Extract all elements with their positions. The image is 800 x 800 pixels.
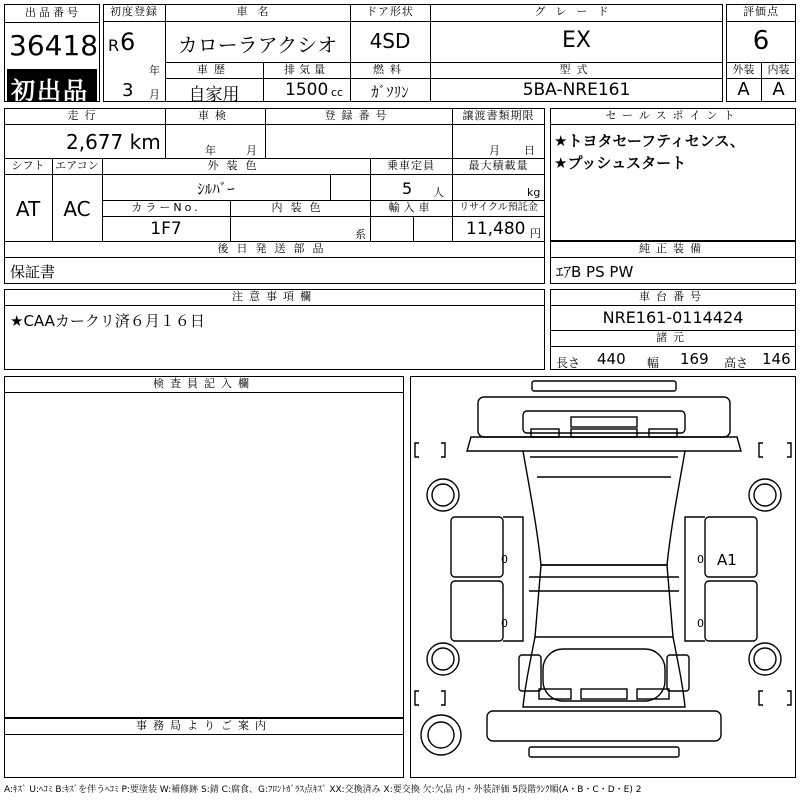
damage-mark: A1	[717, 551, 737, 569]
door-value: 4SD	[369, 29, 411, 53]
diagram-zero-left-1: 0	[501, 553, 508, 566]
mileage-value: 2,677 km	[66, 130, 161, 154]
max-load-header: 最大積載量	[468, 159, 529, 172]
options-header: 純正装備	[639, 242, 707, 255]
car-name-header: 車名	[236, 5, 279, 18]
inspection-header: 車検	[198, 109, 232, 122]
shift-header: シフト	[11, 159, 45, 172]
history-value: 自家用	[188, 85, 240, 105]
displacement-header: 排気量	[284, 63, 329, 76]
options-value: ｴｱB PS PW	[556, 263, 634, 281]
chassis-value: NRE161-0114424	[602, 308, 744, 327]
grade-value: EX	[562, 28, 591, 53]
interior-color-header: 内装色	[271, 201, 329, 214]
sales-points-header: セールスポイント	[605, 109, 741, 122]
sales-point-line-2: ★プッシュスタート	[554, 154, 687, 172]
plate-header: 登録番号	[324, 109, 393, 122]
registration-year-unit: 年	[149, 64, 160, 77]
sales-points-box	[550, 108, 796, 241]
import-header: 輸入車	[388, 201, 434, 214]
exterior-score-value: A	[737, 79, 750, 100]
car-diagram	[410, 376, 796, 778]
registration-header: 初度登録	[110, 5, 158, 18]
registration-month-unit: 月	[149, 88, 160, 101]
fuel-header: 燃料	[373, 63, 407, 76]
lot-number: 36418	[9, 29, 99, 62]
inspection-month-unit: 月	[246, 144, 257, 157]
notes-value: ★CAAカークリ済６月１６日	[10, 312, 205, 330]
registration-era: R	[108, 36, 120, 55]
max-load-unit: kg	[527, 186, 541, 199]
lot-box	[4, 4, 100, 102]
transfer-day-unit: 日	[524, 144, 535, 157]
model-code-value: 5BA-NRE161	[522, 80, 631, 100]
capacity-header: 乗車定員	[387, 159, 435, 172]
inspection-year-unit: 年	[205, 144, 216, 157]
spec-length-label: 長さ	[556, 356, 581, 370]
displacement-unit: cc	[331, 86, 344, 99]
interior-score-value: A	[772, 79, 785, 100]
office-header: 事務局よりご案内	[136, 719, 272, 732]
aircon-header: エアコン	[55, 159, 99, 172]
recycle-header: リサイクル預託金	[459, 202, 538, 213]
sales-point-line-1: ★トヨタセーフティセンス、	[554, 132, 745, 150]
exterior-color-header: 外装色	[207, 159, 265, 172]
first-listing-text: 初出品	[11, 77, 89, 102]
capacity-value: 5	[402, 179, 413, 198]
spec-length-value: 440	[597, 350, 626, 368]
spec-width-label: 幅	[647, 356, 660, 370]
notes-header: 注意事項欄	[232, 290, 317, 303]
transfer-month-unit: 月	[489, 144, 500, 157]
diagram-zero-left-2: 0	[501, 617, 508, 630]
registration-month: 3	[122, 80, 134, 101]
aircon-value: AC	[63, 197, 91, 221]
later-parts-header: 後日発送部品	[217, 242, 332, 255]
legend-text: A:ｷｽﾞ U:ﾍｺﾐ B:ｷｽﾞを伴うﾍｺﾐ P:要塗装 W:補修跡 S:錆 C:腐食、G:ﾌﾛﾝﾄｶﾞﾗｽ点ｷｽﾞ XX:交換済み X:要交換 欠:欠品 内・外装評価 5段階ﾗﾝｸ順(A・B・C・D・E) 2	[4, 785, 642, 795]
diagram-zero-right-2: 0	[697, 617, 704, 630]
door-header: ドア形状	[366, 5, 414, 18]
exterior-color-value: ｼﾙﾊﾞｰ	[197, 180, 235, 198]
interior-score-header: 内装	[767, 63, 790, 76]
recycle-value: 11,480	[466, 219, 526, 239]
interior-color-suffix: 系	[355, 228, 366, 241]
spec-height-label: 高さ	[724, 356, 749, 370]
inspector-box	[4, 376, 404, 718]
registration-year: 6	[120, 28, 136, 56]
color-no-header: カラーNo.	[131, 201, 201, 214]
displacement-value: 1500	[285, 80, 329, 100]
color-no-value: 1F7	[150, 219, 182, 239]
car-name-value: カローラアクシオ	[177, 33, 338, 57]
transfer-header: 譲渡書類期限	[462, 109, 535, 122]
diagram-zero-right-1: 0	[697, 553, 704, 566]
later-parts-value: 保証書	[10, 263, 56, 281]
grade-header: グレード	[534, 5, 619, 18]
score-header: 評価点	[743, 5, 779, 18]
shift-value: AT	[15, 197, 41, 221]
capacity-unit: 人	[433, 186, 444, 199]
mileage-header: 走行	[67, 109, 102, 122]
history-header: 車歴	[197, 63, 231, 76]
fuel-value: ｶﾞｿﾘﾝ	[371, 83, 409, 101]
specs-header: 諸元	[656, 331, 690, 344]
exterior-score-header: 外装	[732, 63, 755, 76]
recycle-unit: 円	[530, 227, 541, 240]
model-code-header: 型式	[559, 63, 594, 76]
chassis-header: 車台番号	[639, 290, 707, 303]
car-diagram-svg	[411, 377, 796, 778]
score-value: 6	[752, 26, 770, 56]
spec-height-value: 146	[762, 350, 791, 368]
inspector-header: 検査員記入欄	[153, 377, 255, 390]
lot-header: 出品番号	[25, 6, 81, 19]
spec-width-value: 169	[680, 350, 709, 368]
